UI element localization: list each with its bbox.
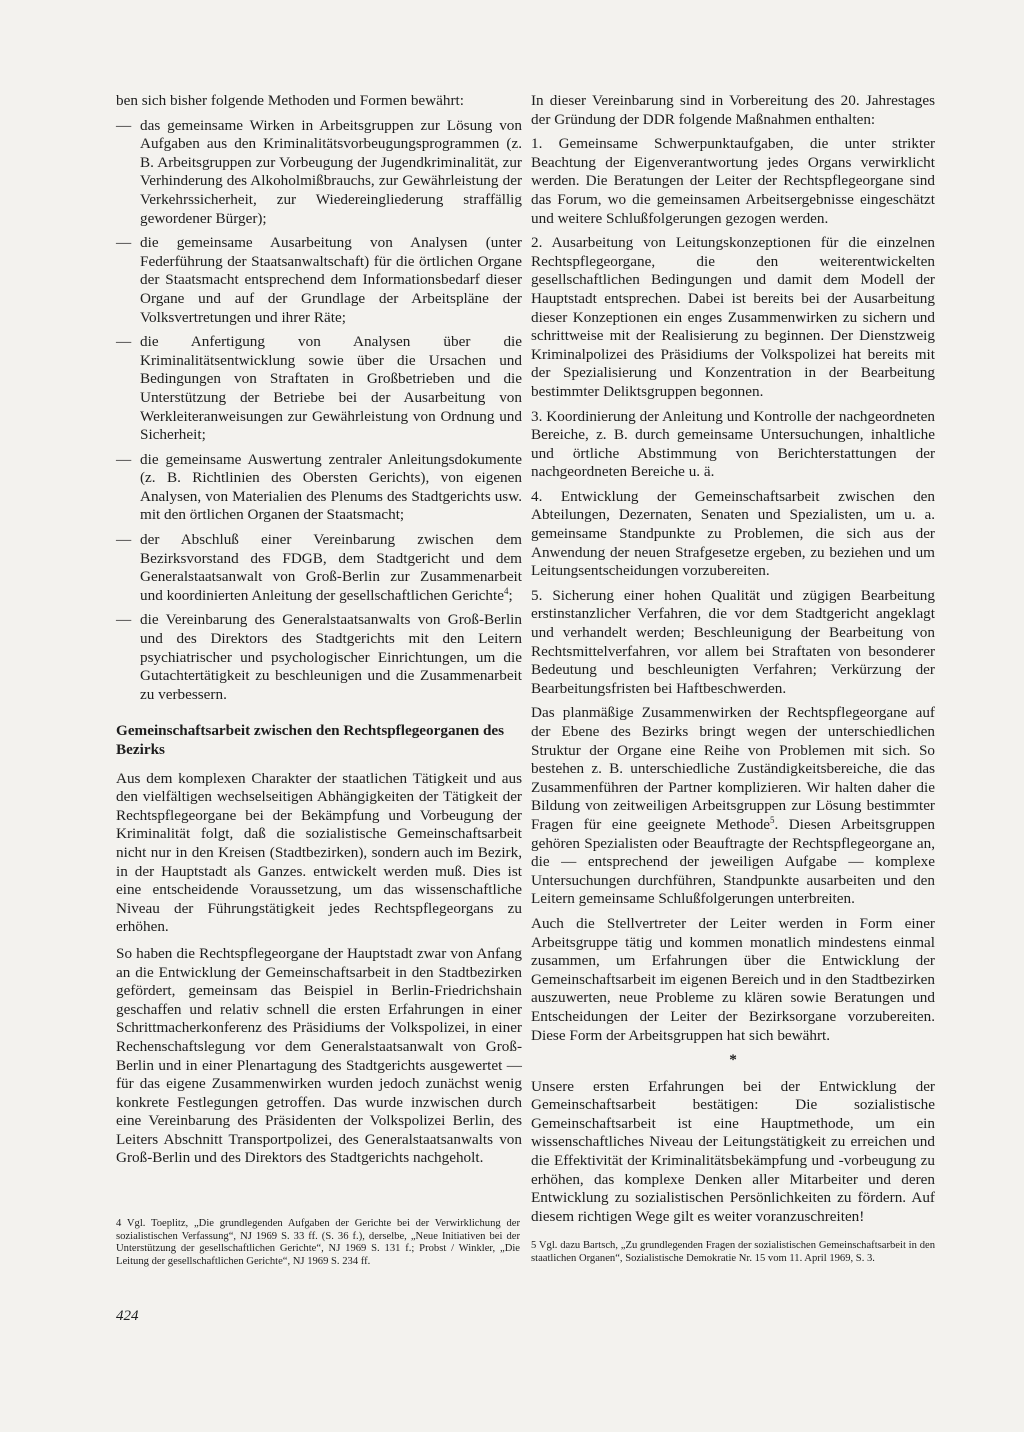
bullet-dash: — xyxy=(116,611,132,629)
right-paragraph-2: Auch die Stellvertreter der Leiter werden in Form einer Arbeitsgruppe tätig und kommen monatlich mindestens einmal zusammen, um Erfahrungen über die Entwicklung der Gemeinschaftsarbeit im eigenen Bereich und in den Stadtbezirken auszuwerten, neue Probleme zu klären sowie Beratungen und Entscheidungen der Leiter der Bezirksorgane vorzubereiten. Diese Form der Arbeitsgruppen hat sich bewährt. xyxy=(531,914,935,1044)
bullet-dash: — xyxy=(116,333,132,351)
left-intro: ben sich bisher folgende Methoden und Formen bewährt: xyxy=(116,92,464,109)
footnote-ref-4[interactable]: 4 xyxy=(503,585,509,596)
measure-item-2: 2. Ausarbeitung von Leitungskonzeptionen für die einzelnen Rechtspflegeorgane, die den weiterentwickelten gesellschaftlichen Bedingungen und damit dem Modell der Hauptstadt entsprechen. Dabei ist bereits bei der Ausarbeitung dieser Konzeptionen ein enges Zusammenwirken zu sichern und schrittweise mit der Realisierung zu beginnen. Der Dienstzweig Kriminalpolizei des Präsidiums der Volkspolizei hat bereits mit der Spezialisierung und Konzentration in der Bearbeitung bestimmter Deliktsgruppen begonnen. xyxy=(531,234,935,400)
measure-item-1: 1. Gemeinsame Schwerpunktaufgaben, die unter strikter Beachtung der Eigenverantwortung jedes Organs verwirklicht werden. Die Beratungen der Leiter der Rechtspflegeorgane sind das Forum, wo die gemeinsamen Arbeitsergebnisse eingeschätzt und weitere Schlußfolgerungen gezogen werden. xyxy=(531,135,935,227)
left-paragraph-1: Aus dem komplexen Charakter der staatlichen Tätigkeit und aus den vielfältigen wechselseitigen Abhängigkeiten der Tätigkeit der Rechtspflegeorgane bei der Bekämpfung und Vorbeugung der Kriminalität folgt, daß die sozialistische Gemeinschaftsarbeit nicht nur in den Kreisen (Stadtbezirken), sondern auch im Bezirk, in der Hauptstadt als Ganzes. entwickelt werden muß. Dies ist eine entscheidende Voraussetzung, um das wissenschaftliche Niveau der Führungstätigkeit jedes Rechtspflegeorgans zu erhöhen. xyxy=(116,769,522,936)
list-item xyxy=(116,451,522,525)
left-column xyxy=(116,92,522,1174)
list-item xyxy=(116,611,522,704)
measure-item-4: 4. Entwicklung der Gemeinschaftsarbeit zwischen den Abteilungen, Dezernaten, Senaten und Spezialisten, um u. a. gemeinsame Standpunkte zu Problemen, die sich aus der Anwendung der neuen Strafgesetze ergeben, zu beziehen und um Leitungsentscheidungen vorzubereiten. xyxy=(531,487,935,580)
right-paragraph-3: Unsere ersten Erfahrungen bei der Entwicklung der Gemeinschaftsarbeit bestätigen: Die sozialistische Gemeinschaftsarbeit ist eine Hauptmethode, um ein wissenschaftliches Niveau der Leitungstätigkeit zu erreichen und die Effektivität der Kriminalitätsbekämpfung und -vorbeugung zu erhöhen, das komplexe Denken aller Mitarbeiter und deren Entwicklung zu sozialistischen Persönlichkeiten zu fördern. Auf diesem richtigen Wege gilt es weiter voranzuschreiten! xyxy=(531,1077,935,1225)
list-item xyxy=(116,117,522,229)
list-item-text: die gemeinsame Ausarbeitung von Analysen (unter Federführung der Staatsanwaltschaft) für die örtlichen Organe der Staatsmacht entsprechend dem Informationsbedarf dieser Organe und auf der Grundlage der Arbeitspläne der Volksvertretungen und ihrer Räte; xyxy=(140,234,522,326)
right-column xyxy=(531,92,935,1232)
section-heading: Gemeinschaftsarbeit zwischen den Rechtspflegeorganen des Bezirks xyxy=(116,722,505,758)
section-separator: * xyxy=(729,1051,737,1069)
bullet-dash: — xyxy=(116,234,132,252)
list-item-text-body: der Abschluß einer Vereinbarung zwischen dem Bezirksvorstand des FDGB, dem Stadtgericht und dem Generalstaatsanwalt von Groß-Berlin zur Zusammenarbeit und koordinierten Anleitung der gesellschaftlichen Gerichte xyxy=(140,531,522,604)
measure-item-5: 5. Sicherung einer hohen Qualität und zügigen Bearbeitung erstinstanzlicher Verfahren, die vor dem Stadtgericht angeklagt und verhandelt werden; Beschleunigung der Bearbeitung von Rechtsmittelverfahren, vor allem bei Straftaten von besonderer Bedeutung und beschleunigten Verfahren; Verkürzung der Bearbeitungsfristen bei Haftbeschwerden. xyxy=(531,586,935,697)
list-item xyxy=(116,333,522,445)
list-item-text: die Anfertigung von Analysen über die Kriminalitätsentwicklung sowie über die Ursachen und Bedingungen von Straftaten in Großbetrieben und die Unterstützung der Betriebe bei der Ausarbeitung von Werkleiteranweisungen zur Gewährleistung von Ordnung und Sicherheit; xyxy=(140,333,522,444)
list-item xyxy=(116,531,522,605)
footnote-ref-5[interactable]: 5 xyxy=(770,814,775,825)
footnote-4: 4 Vgl. Toeplitz, „Die grundlegenden Aufgaben der Gerichte bei der Verwirklichung der sozialistischen Verfassung“, NJ 1969 S. 33 ff. (S. 36 f.), derselbe, „Neue Initiativen bei der Unterstützung der gesellschaftlichen Gerichte“, NJ 1969 S. 131 f.; Probst / Winkler, „Die Leitung der gesellschaftlichen Gerichte“, NJ 1969 S. 234 ff. xyxy=(116,1218,520,1267)
measure-item-3: 3. Koordinierung der Anleitung und Kontrolle der nachgeordneten Bereiche, z. B. durch gemeinsame Untersuchungen, inhaltliche und örtliche Abstimmung von Berichterstattungen der nachgeordneten Bereiche u. ä. xyxy=(531,407,935,481)
right-paragraph-1-a: Das planmäßige Zusammenwirken der Rechtspflegeorgane auf der Ebene des Bezirks bringt wegen der unterschiedlichen Struktur der Organe eine Reihe von Problemen mit sich. So bestehen z. B. unterschiedliche Zuständigkeitsbereiche, die das Zusammenführen der Partner komplizieren. Wir halten daher die Bildung von zeitweiligen Arbeitsgruppen zur Lösung bestimmter Fragen für eine geeignete Methode xyxy=(531,704,935,833)
right-paragraph-1 xyxy=(531,704,935,909)
right-intro: In dieser Vereinbarung sind in Vorbereitung des 20. Jahrestages der Gründung der DDR folgende Maßnahmen enthalten: xyxy=(531,92,935,128)
list-item xyxy=(116,234,522,327)
list-item-text: das gemeinsame Wirken in Arbeitsgruppen zur Lösung von Aufgaben aus den Kriminalitätsvorbeugungsprogrammen (z. B. Arbeitsgruppen zur Vorbeugung der Jugendkriminalität, zur Verhinderung des Alkoholmißbrauchs, zur Gewährleistung der Verkehrssicherheit, zur Wiedereingliederung straffällig gewordener Bürger); xyxy=(140,116,522,227)
bullet-dash: — xyxy=(116,531,132,549)
list-item-text: die Vereinbarung des Generalstaatsanwalts von Groß-Berlin und des Direktors des Stadtgerichts mit den Leitern psychiatrischer und psychologischer Einrichtungen, um die Gutachtertätigkeit zu beschleunigen und die Zusammenarbeit zu verbessern. xyxy=(140,611,522,703)
bullet-dash: — xyxy=(116,450,132,468)
list-item-text: die gemeinsame Auswertung zentraler Anleitungsdokumente (z. B. Richtlinien des Obersten Gerichts), von eigenen Analysen, von Materialien des Plenums des Stadtgerichts usw. mit den örtlichen Organen der Staatsmacht; xyxy=(140,450,522,524)
page-number: 424 xyxy=(116,1308,139,1324)
bullet-dash: — xyxy=(116,116,132,134)
list-item-text xyxy=(140,531,522,605)
footnote-5: 5 Vgl. dazu Bartsch, „Zu grundlegenden Fragen der sozialistischen Gemeinschaftsarbeit in den staatlichen Organen“, Sozialistische Demokratie Nr. 15 vom 11. April 1969, S. 3. xyxy=(531,1240,935,1264)
right-paragraph-1-b: . Diesen Arbeitsgruppen gehören Spezialisten oder Beauftragte der Rechtspflegeorgane an, die — entsprechend der jeweiligen Aufgabe — komplexe Untersuchungen durchführen, Standpunkte ausarbeiten und den Leitern gemeinsame Schlußfolgerungen unterbreiten. xyxy=(531,815,935,908)
list-item-text-end: ; xyxy=(508,586,513,604)
left-paragraph-2: So haben die Rechtspflegeorgane der Hauptstadt zwar von Anfang an die Entwicklung der Gemeinschaftsarbeit in den Stadtbezirken gefördert, gemeinsam das Beispiel in Berlin-Friedrichshain geschaffen und relativ schnell die ersten Erfahrungen in einer Schrittmacherkonferenz des Präsidiums der Volkspolizei, in einer Rechenschaftslegung vor dem Generalstaatsanwalt von Groß-Berlin und in einer Plenartagung des Stadtgerichts ausgewertet — für das eigene Zusammenwirken wurden jedoch zunächst wenig konkrete Festlegungen getroffen. Das wurde inzwischen durch eine Vereinbarung des Präsidenten der Volkspolizei Berlin, des Leiters Abschnitt Transportpolizei, des Generalstaatsanwalts von Groß-Berlin und des Direktors des Stadtgerichts nachgeholt. xyxy=(116,944,522,1167)
